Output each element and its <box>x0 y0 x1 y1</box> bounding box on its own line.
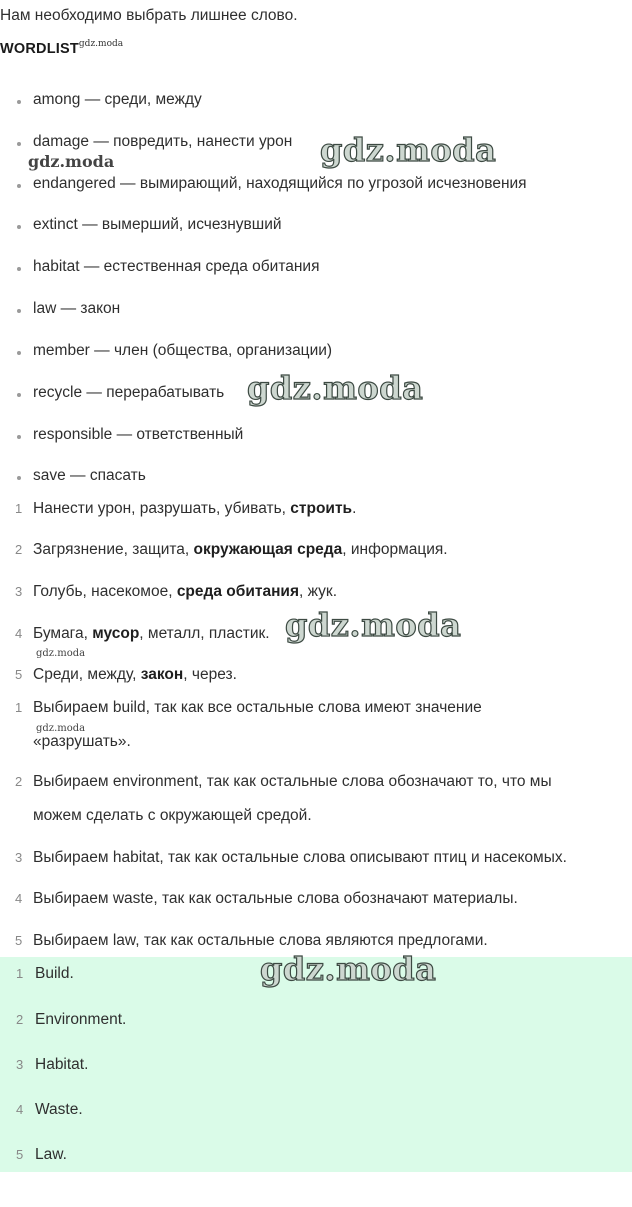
item-number: 5 <box>15 933 23 948</box>
bullet-icon <box>17 142 21 146</box>
item-number: 5 <box>16 1147 24 1162</box>
answers-block <box>0 957 632 1172</box>
wordlist-item-text: endangered — вымирающий, находящийся по угрозой исчезновения <box>33 175 527 192</box>
watermark-label: gdz.moda <box>78 39 124 49</box>
watermark: gdz.moda <box>36 723 86 734</box>
answer-text: Build. <box>35 965 74 982</box>
wordlist-item-text: recycle — перерабатывать <box>33 384 225 401</box>
wordlist-item-text: responsible — ответственный <box>33 426 244 443</box>
bullet-icon <box>17 435 21 439</box>
wordlist-item-text: law — закон <box>33 300 121 317</box>
answer-text: Habitat. <box>35 1056 89 1073</box>
odd-word: строить <box>290 500 353 517</box>
item-number: 1 <box>15 501 23 516</box>
bullet-icon <box>17 351 21 355</box>
watermark: gdz.moda <box>247 369 424 407</box>
wordlist-item-text: extinct — вымерший, исчезнувший <box>33 216 282 233</box>
wordlist-item-text: save — спасать <box>33 467 146 484</box>
bullet-icon <box>17 267 21 271</box>
intro-text: Нам необходимо выбрать лишнее слово. <box>0 7 298 24</box>
odd-word-text: Среди, между, закон, через. <box>33 666 237 683</box>
answer-text: Waste. <box>35 1101 83 1118</box>
bullet-icon <box>17 476 21 480</box>
odd-word-text: Бумага, мусор, металл, пластик. <box>33 625 270 642</box>
watermark: gdz.moda <box>285 606 462 644</box>
item-number: 4 <box>15 626 23 641</box>
bullet-icon <box>17 225 21 229</box>
item-number: 4 <box>15 891 23 906</box>
explanation-line: Выбираем habitat, так как остальные слова описывают птиц и насекомых. <box>33 849 567 866</box>
bullet-icon <box>17 309 21 313</box>
odd-word-text: Загрязнение, защита, окружающая среда, информация. <box>33 541 448 558</box>
wordlist-title-text: WORDLIST <box>0 41 79 57</box>
explanation-line: Выбираем environment, так как остальные слова обозначают то, что мы <box>33 773 552 790</box>
wordlist-item-text: member — член (общества, организации) <box>33 342 333 359</box>
odd-word: окружающая среда <box>193 541 343 558</box>
bullet-icon <box>17 393 21 397</box>
odd-word: мусор <box>92 625 140 642</box>
explanation-line: Выбираем waste, так как остальные слова обозначают материалы. <box>33 890 518 907</box>
item-number: 2 <box>15 774 23 789</box>
item-number: 3 <box>15 850 23 865</box>
explanation-line: Выбираем law, так как остальные слова являются предлогами. <box>33 932 488 949</box>
item-number: 3 <box>15 584 23 599</box>
odd-word-text: Голубь, насекомое, среда обитания, жук. <box>33 583 338 600</box>
item-number: 2 <box>16 1012 24 1027</box>
odd-word: среда обитания <box>176 583 300 600</box>
item-number: 4 <box>16 1102 24 1117</box>
watermark: gdz.moda <box>320 131 497 169</box>
explanation-line: можем сделать с окружающей средой. <box>33 807 312 824</box>
answer-text: Environment. <box>35 1011 127 1028</box>
item-number: 3 <box>16 1057 24 1072</box>
item-number: 1 <box>16 966 24 981</box>
item-number: 2 <box>15 542 23 557</box>
bullet-icon <box>17 184 21 188</box>
bullet-icon <box>17 100 21 104</box>
odd-word-text: Нанести урон, разрушать, убивать, строить. <box>33 500 357 517</box>
wordlist-title <box>0 39 123 57</box>
item-number: 1 <box>15 700 23 715</box>
watermark: gdz.moda <box>36 648 86 659</box>
explanation-line: Выбираем build, так как все остальные слова имеют значение <box>33 699 482 716</box>
watermark: gdz.moda <box>260 950 437 988</box>
explanation-line: «разрушать». <box>33 733 131 750</box>
wordlist-item-text: habitat — естественная среда обитания <box>33 258 320 275</box>
answer-text: Law. <box>35 1146 67 1163</box>
wordlist-item-text: among — среди, между <box>33 91 202 108</box>
wordlist-item-text: damage — повредить, нанести урон <box>33 133 293 150</box>
watermark: gdz.moda <box>28 152 115 171</box>
odd-word: закон <box>140 666 184 683</box>
item-number: 5 <box>15 667 23 682</box>
